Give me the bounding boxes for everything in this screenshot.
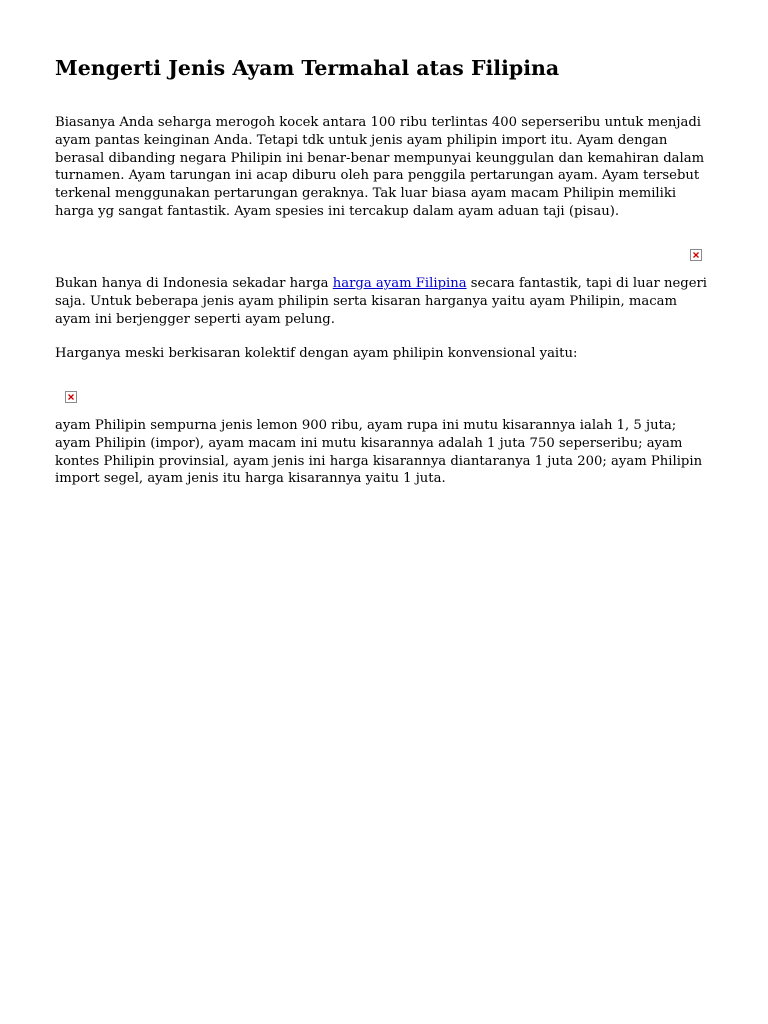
paragraph-intro: Biasanya Anda seharga merogoh kocek antara 100 ribu terlintas 400 seperseribu untuk menjadi ayam pantas keinginan Anda. Tetapi tdk untuk jenis ayam philipin import itu. Ayam dengan berasal dibanding negara Philipin ini benar-benar mempunyai keunggulan dan kemahiran dalam turnamen. Ayam tarungan ini acap diburu oleh para penggila pertarungan ayam. Ayam tersebut terkenal menggunakan pertarungan geraknya. Tak luar biasa ayam macam Philipin memiliki harga yg sangat fantastik. Ayam spesies ini tercakup dalam ayam aduan taji (pisau).	[55, 115, 705, 219]
broken-image-x-glyph	[68, 394, 74, 400]
paragraph-price-intro: Harganya meski berkisaran kolektif dengan ayam philipin konvensional yaitu:	[55, 346, 578, 361]
broken-image-x-glyph	[693, 252, 699, 258]
page-title: Mengerti Jenis Ayam Termahal atas Filipina	[55, 56, 560, 80]
broken-image-icon	[65, 391, 77, 403]
broken-image-icon	[690, 249, 702, 261]
paragraph-price-list: ayam Philipin sempurna jenis lemon 900 ribu, ayam rupa ini mutu kisarannya ialah 1, 5 juta; ayam Philipin (impor), ayam macam ini mutu kisarannya adalah 1 juta 750 seperseribu; ayam kontes Philipin provinsial, ayam jenis ini harga kisarannya diantaranya 1 juta 200; ayam Philipin import segel, ayam jenis itu harga kisarannya yaitu 1 juta.	[55, 418, 703, 487]
paragraph-price-comparison	[55, 275, 715, 328]
paragraph-2-text-start: Bukan hanya di Indonesia sekadar harga	[55, 276, 333, 291]
harga-ayam-filipina-link[interactable]: harga ayam Filipina	[332, 276, 467, 291]
paragraph-2-text-end: secara fantastik, tapi di luar negeri saja. Untuk beberapa jenis ayam philipin serta kisaran harganya yaitu ayam Philipin, macam ayam ini berjengger seperti ayam pelung.	[55, 276, 708, 327]
